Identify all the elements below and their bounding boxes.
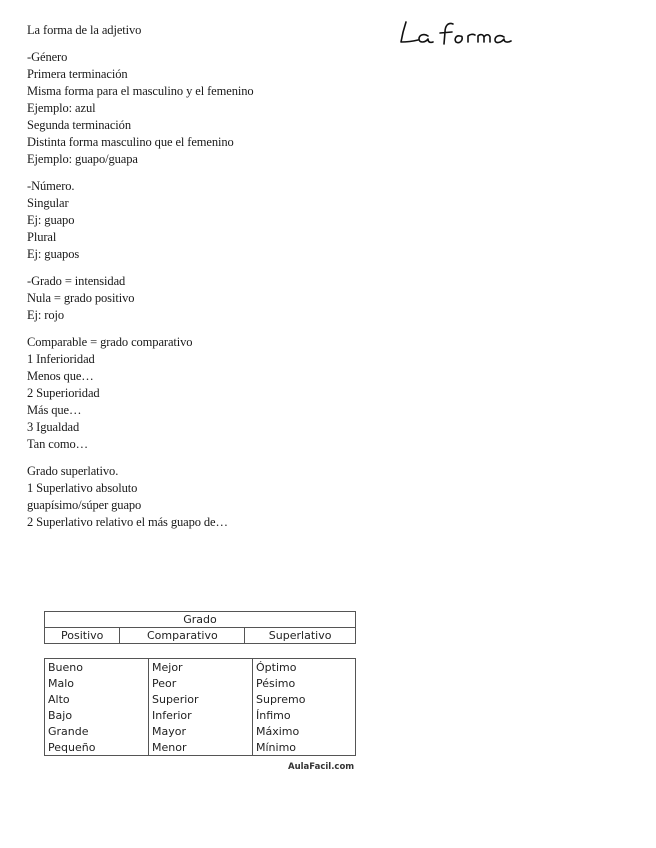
column-header: Superlativo <box>245 628 356 644</box>
note-line: 3 Igualdad <box>27 420 80 434</box>
note-line: Ej: guapo <box>27 213 75 227</box>
table-cell: Máximo <box>256 724 300 738</box>
table-cell: Mejor <box>149 659 253 676</box>
table-cell: Menor <box>149 739 253 756</box>
note-line: 2 Superioridad <box>27 386 100 400</box>
note-line: Distinta forma masculino que el femenino <box>27 135 234 149</box>
section-genero <box>27 49 387 168</box>
note-line: -Grado = intensidad <box>27 274 126 288</box>
table-cell: Superior <box>149 691 253 707</box>
document-title: La forma de la adjetivo <box>27 23 142 37</box>
notes-body <box>27 22 387 531</box>
note-line: Ejemplo: guapo/guapa <box>27 152 138 166</box>
table-row <box>45 739 356 756</box>
table-cell: Óptimo <box>256 660 297 674</box>
note-line: Plural <box>27 230 57 244</box>
note-line: 2 Superlativo relativo el más guapo de… <box>27 515 228 529</box>
group-header: Grado <box>45 612 356 628</box>
note-line: -Género <box>27 50 68 64</box>
table-cell: Pequeño <box>45 739 149 756</box>
note-line: Singular <box>27 196 69 210</box>
table-cell: Bueno <box>45 659 149 676</box>
section-superlativo <box>27 463 387 531</box>
note-line: Ejemplo: azul <box>27 101 96 115</box>
note-line: Tan como… <box>27 437 89 451</box>
column-header: Positivo <box>45 628 120 644</box>
note-line: Ej: rojo <box>27 308 65 322</box>
table-cell: Mínimo <box>256 740 297 754</box>
note-line: Misma forma para el masculino y el femenino <box>27 84 254 98</box>
note-line: 1 Superlativo absoluto <box>27 481 138 495</box>
note-line: Más que… <box>27 403 82 417</box>
note-line: 1 Inferioridad <box>27 352 95 366</box>
table-cell: Supremo <box>256 692 306 706</box>
table-cell: Malo <box>45 675 149 691</box>
table-cell: Grande <box>45 723 149 739</box>
note-line: guapísimo/súper guapo <box>27 498 142 512</box>
note-line: Ej: guapos <box>27 247 80 261</box>
table-cell: Mayor <box>149 723 253 739</box>
section-comparable <box>27 334 387 453</box>
note-line: Segunda terminación <box>27 118 131 132</box>
column-header: Comparativo <box>120 628 245 644</box>
section-numero <box>27 178 387 263</box>
note-line: Comparable = grado comparativo <box>27 335 193 349</box>
degree-table-header <box>44 611 356 644</box>
source-credit: AulaFacil.com <box>288 762 355 772</box>
note-line: Menos que… <box>27 369 94 383</box>
note-line: Nula = grado positivo <box>27 291 135 305</box>
table-cell: Alto <box>45 691 149 707</box>
table-row <box>45 691 356 707</box>
table-row <box>45 675 356 691</box>
table-row <box>45 723 356 739</box>
section-grado <box>27 273 387 324</box>
table-cell: Ínfimo <box>256 708 291 722</box>
table-cell: Inferior <box>149 707 253 723</box>
note-line: Grado superlativo. <box>27 464 119 478</box>
note-line: Primera terminación <box>27 67 128 81</box>
degree-table <box>44 611 366 756</box>
note-line: -Número. <box>27 179 75 193</box>
table-cell: Bajo <box>45 707 149 723</box>
table-cell: Pésimo <box>256 676 296 690</box>
table-cell: Peor <box>149 675 253 691</box>
degree-table-body <box>44 658 356 756</box>
table-row <box>45 659 356 676</box>
table-row <box>45 707 356 723</box>
handwritten-annotation <box>398 18 538 50</box>
